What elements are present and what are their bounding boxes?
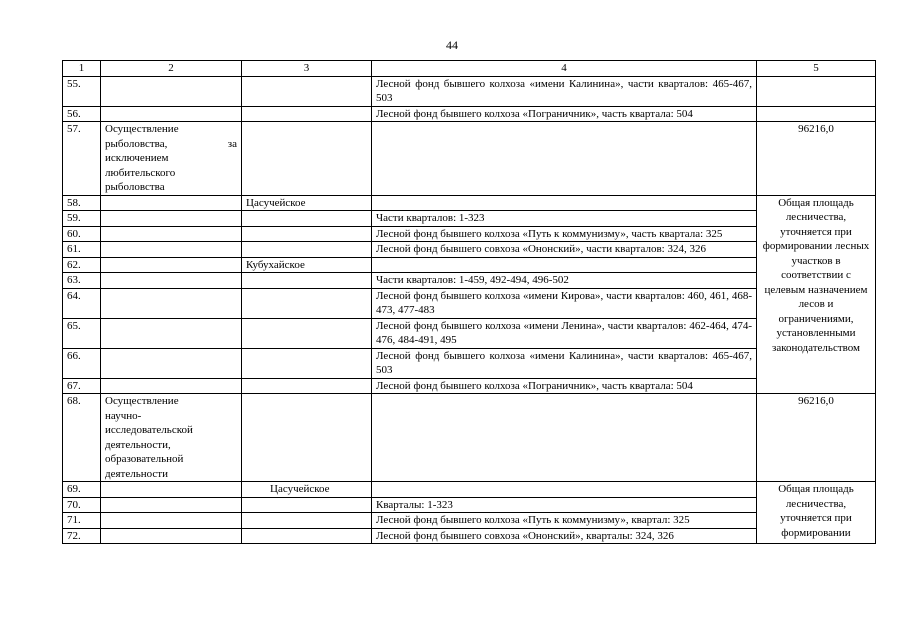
row-number: 55.	[63, 76, 101, 106]
purpose-line: Осуществление	[105, 395, 179, 407]
forestry-cell	[242, 513, 372, 529]
purpose-line: Осуществление	[105, 123, 179, 135]
location-cell: Лесной фонд бывшего колхоза «имени Калинина», части кварталов: 465-467, 503	[372, 76, 757, 106]
location-cell: Части кварталов: 1-459, 492-494, 496-502	[372, 273, 757, 289]
area-cell	[757, 106, 876, 122]
location-cell: Лесной фонд бывшего колхоза «Пограничник», часть квартала: 504	[372, 378, 757, 394]
location-cell: Лесной фонд бывшего колхоза «имени Калинина», части кварталов: 465-467, 503	[372, 348, 757, 378]
row-number: 57.	[63, 122, 101, 196]
location-cell: Лесной фонд бывшего совхоза «Ононский», части кварталов: 324, 326	[372, 242, 757, 258]
row-number: 60.	[63, 226, 101, 242]
location-cell: Лесной фонд бывшего колхоза «Пограничник», часть квартала: 504	[372, 106, 757, 122]
column-header: 3	[242, 61, 372, 77]
forestry-cell	[242, 106, 372, 122]
table-row	[63, 378, 876, 394]
purpose-cell	[101, 497, 242, 513]
location-cell: Части кварталов: 1-323	[372, 211, 757, 227]
purpose-cell	[101, 482, 242, 498]
forestry-table	[62, 60, 876, 544]
table-header-row	[63, 61, 876, 77]
forestry-cell	[242, 76, 372, 106]
purpose-line: рыболовства, за	[105, 137, 237, 150]
area-cell: 96216,0	[757, 122, 876, 196]
table-row	[63, 348, 876, 378]
purpose-line: рыболовства	[105, 181, 165, 193]
purpose-cell	[101, 257, 242, 273]
location-cell	[372, 394, 757, 482]
purpose-cell	[101, 394, 242, 482]
location-cell: Лесной фонд бывшего совхоза «Ононский», кварталы: 324, 326	[372, 528, 757, 544]
row-number: 64.	[63, 288, 101, 318]
purpose-line: образовательной	[105, 453, 184, 465]
purpose-cell	[101, 106, 242, 122]
table-row	[63, 497, 876, 513]
page-number: 44	[446, 38, 458, 52]
forestry-cell	[242, 318, 372, 348]
row-number: 70.	[63, 497, 101, 513]
table-row	[63, 257, 876, 273]
table-row	[63, 273, 876, 289]
table-row	[63, 195, 876, 211]
forestry-cell	[242, 226, 372, 242]
column-header: 2	[101, 61, 242, 77]
location-cell	[372, 257, 757, 273]
area-cell: 96216,0	[757, 394, 876, 482]
purpose-cell	[101, 211, 242, 227]
purpose-cell	[101, 288, 242, 318]
row-number: 63.	[63, 273, 101, 289]
column-header: 1	[63, 61, 101, 77]
location-cell	[372, 122, 757, 196]
purpose-line: деятельности	[105, 467, 168, 480]
purpose-line: научно-	[105, 409, 142, 422]
location-cell: Лесной фонд бывшего колхоза «имени Кирова», части кварталов: 460, 461, 468-473, 477-483	[372, 288, 757, 318]
row-number: 66.	[63, 348, 101, 378]
purpose-cell	[101, 513, 242, 529]
location-cell	[372, 482, 757, 498]
table-row	[63, 394, 876, 482]
table-row	[63, 76, 876, 106]
forestry-cell	[242, 348, 372, 378]
table-row	[63, 513, 876, 529]
table-row	[63, 211, 876, 227]
purpose-cell	[101, 348, 242, 378]
forestry-cell	[242, 497, 372, 513]
forestry-cell	[242, 288, 372, 318]
forestry-cell	[242, 394, 372, 482]
row-number: 58.	[63, 195, 101, 211]
table-row	[63, 288, 876, 318]
location-cell: Лесной фонд бывшего колхоза «Путь к коммунизму», часть квартала: 325	[372, 226, 757, 242]
purpose-cell	[101, 528, 242, 544]
purpose-line: исследовательской	[105, 424, 193, 436]
row-number: 72.	[63, 528, 101, 544]
purpose-cell	[101, 273, 242, 289]
forestry-cell	[242, 211, 372, 227]
purpose-cell	[101, 378, 242, 394]
table-row	[63, 122, 876, 196]
forestry-cell	[242, 378, 372, 394]
forestry-cell: Цасучейское	[242, 482, 372, 498]
purpose-cell	[101, 226, 242, 242]
forestry-cell	[242, 122, 372, 196]
table-row	[63, 528, 876, 544]
purpose-line: любительского	[105, 166, 176, 179]
row-number: 69.	[63, 482, 101, 498]
table-row	[63, 242, 876, 258]
purpose-line: исключением	[105, 152, 169, 164]
forestry-cell	[242, 273, 372, 289]
area-cell	[757, 76, 876, 106]
purpose-cell	[101, 122, 242, 196]
row-number: 56.	[63, 106, 101, 122]
area-note-cell: Общая площадь лесничества, уточняется при формировании	[757, 482, 876, 544]
purpose-line: деятельности,	[105, 438, 171, 451]
forestry-cell: Кубухайское	[242, 257, 372, 273]
row-number: 67.	[63, 378, 101, 394]
column-header: 4	[372, 61, 757, 77]
row-number: 65.	[63, 318, 101, 348]
row-number: 68.	[63, 394, 101, 482]
table-row	[63, 482, 876, 498]
row-number: 71.	[63, 513, 101, 529]
row-number: 62.	[63, 257, 101, 273]
location-cell: Кварталы: 1-323	[372, 497, 757, 513]
forestry-cell	[242, 242, 372, 258]
area-note-cell: Общая площадь лесничества, уточняется при формировании лесных участков в соответствии с целевым назначением лесов и ограничениями, установленными законодательством	[757, 195, 876, 394]
column-header: 5	[757, 61, 876, 77]
location-cell: Лесной фонд бывшего колхоза «Путь к коммунизму», квартал: 325	[372, 513, 757, 529]
row-number: 59.	[63, 211, 101, 227]
purpose-cell	[101, 76, 242, 106]
table-row	[63, 318, 876, 348]
forestry-cell: Цасучейское	[242, 195, 372, 211]
forestry-cell	[242, 528, 372, 544]
row-number: 61.	[63, 242, 101, 258]
purpose-cell	[101, 242, 242, 258]
table-row	[63, 226, 876, 242]
location-cell	[372, 195, 757, 211]
purpose-cell	[101, 318, 242, 348]
location-cell: Лесной фонд бывшего колхоза «имени Ленина», части кварталов: 462-464, 474-476, 484-491, 495	[372, 318, 757, 348]
table-row	[63, 106, 876, 122]
purpose-cell	[101, 195, 242, 211]
